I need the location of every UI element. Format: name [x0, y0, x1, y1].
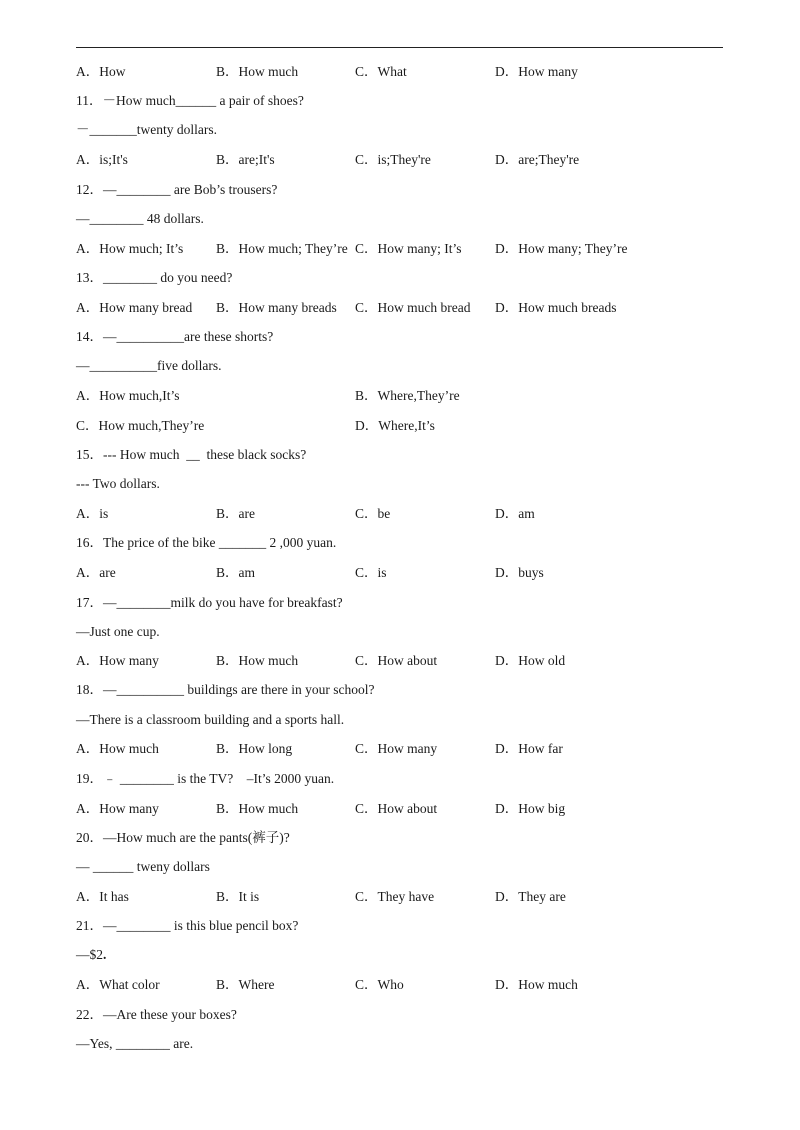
option-d: D．are;They're: [495, 152, 580, 167]
options-q10: [76, 62, 736, 82]
question-16: 16．The price of the bike _______ 2 ,000 yuan.: [76, 535, 337, 550]
option-a: A．It has: [76, 889, 129, 904]
option-b: B．How many breads: [216, 300, 337, 315]
option-b: B．How much; They’re: [216, 241, 348, 256]
options-q19: [76, 799, 736, 819]
answer-line-22: —Yes, ________ are.: [76, 1036, 194, 1051]
option-d: D．Where,It’s: [355, 418, 435, 433]
option-a: A．What color: [76, 977, 160, 992]
option-a: A．How many: [76, 653, 159, 668]
option-c: C．How many: [355, 741, 438, 756]
option-b: B．How much: [216, 64, 299, 79]
option-d: D．How big: [495, 801, 566, 816]
question-14: 14．—__________are these shorts?: [76, 329, 274, 344]
option-b: B．How much: [216, 801, 299, 816]
option-a: A．are: [76, 565, 116, 580]
option-b: B．Where: [216, 977, 275, 992]
option-b: B．am: [216, 565, 255, 580]
options-q20: [76, 887, 736, 907]
option-c: C．How much,They’re: [76, 418, 205, 433]
options-q21: [76, 975, 736, 995]
option-b: B．How long: [216, 741, 293, 756]
question-15: 15．--- How much __ these black socks?: [76, 447, 307, 462]
option-a: A．How much; It’s: [76, 241, 184, 256]
answer-line-15: --- Two dollars.: [76, 476, 160, 491]
question-13: 13．________ do you need?: [76, 270, 233, 285]
option-c: C．They have: [355, 889, 435, 904]
answer-line-14: —__________five dollars.: [76, 358, 222, 373]
option-b: B．are: [216, 506, 255, 521]
option-c: C．How about: [355, 801, 438, 816]
option-b: B．Where,They’re: [355, 388, 460, 403]
option-c: C．is;They're: [355, 152, 431, 167]
answer-line-20: — ______ tweny dollars: [76, 859, 210, 874]
option-b: B．It is: [216, 889, 260, 904]
option-d: D．They are: [495, 889, 566, 904]
options-q17: [76, 651, 736, 671]
option-a: A．How many bread: [76, 300, 193, 315]
answer-line-11: －_______twenty dollars.: [76, 122, 217, 137]
question-17: 17．—________milk do you have for breakfast?: [76, 595, 343, 610]
options-q11: [76, 150, 736, 170]
option-d: D．How much: [495, 977, 578, 992]
question-18: 18．—__________ buildings are there in your school?: [76, 682, 375, 697]
question-12: 12．—________ are Bob’s trousers?: [76, 182, 278, 197]
question-19: 19．﹣ ________ is the TV? –It’s 2000 yuan.: [76, 771, 335, 786]
option-a: A．How much: [76, 741, 159, 756]
option-a: A．How many: [76, 801, 159, 816]
option-c: C．is: [355, 565, 387, 580]
option-a: A．is: [76, 506, 109, 521]
options-q15: [76, 504, 736, 524]
options-q12: [76, 239, 736, 259]
option-a: A．How much,It’s: [76, 388, 180, 403]
question-20: 20．—How much are the pants(裤子)?: [76, 830, 290, 845]
option-d: D．How many; They’re: [495, 241, 628, 256]
answer-line-21: —$2.: [76, 947, 107, 962]
answer-line-12: —________ 48 dollars.: [76, 211, 204, 226]
options-q14-row2: [76, 416, 736, 436]
question-22: 22．—Are these your boxes?: [76, 1007, 237, 1022]
option-d: D．How old: [495, 653, 566, 668]
header-rule: [76, 47, 723, 48]
option-d: D．How much breads: [495, 300, 617, 315]
question-11: 11．－How much______ a pair of shoes?: [76, 93, 304, 108]
options-q16: [76, 563, 736, 583]
option-a: A．is;It's: [76, 152, 128, 167]
option-d: D．How many: [495, 64, 578, 79]
option-b: B．are;It's: [216, 152, 275, 167]
answer-line-17: —Just one cup.: [76, 624, 160, 639]
option-c: C．How about: [355, 653, 438, 668]
option-c: C．How many; It’s: [355, 241, 462, 256]
answer-line-18: —There is a classroom building and a sports hall.: [76, 712, 345, 727]
option-a: A．How: [76, 64, 126, 79]
option-c: C．How much bread: [355, 300, 471, 315]
option-d: D．buys: [495, 565, 544, 580]
question-21: 21．—________ is this blue pencil box?: [76, 918, 299, 933]
option-c: C．What: [355, 64, 407, 79]
option-d: D．am: [495, 506, 535, 521]
option-d: D．How far: [495, 741, 563, 756]
options-q18: [76, 739, 736, 759]
options-q14-row1: [76, 386, 736, 406]
option-c: C．Who: [355, 977, 404, 992]
options-q13: [76, 298, 736, 318]
option-c: C．be: [355, 506, 391, 521]
option-b: B．How much: [216, 653, 299, 668]
